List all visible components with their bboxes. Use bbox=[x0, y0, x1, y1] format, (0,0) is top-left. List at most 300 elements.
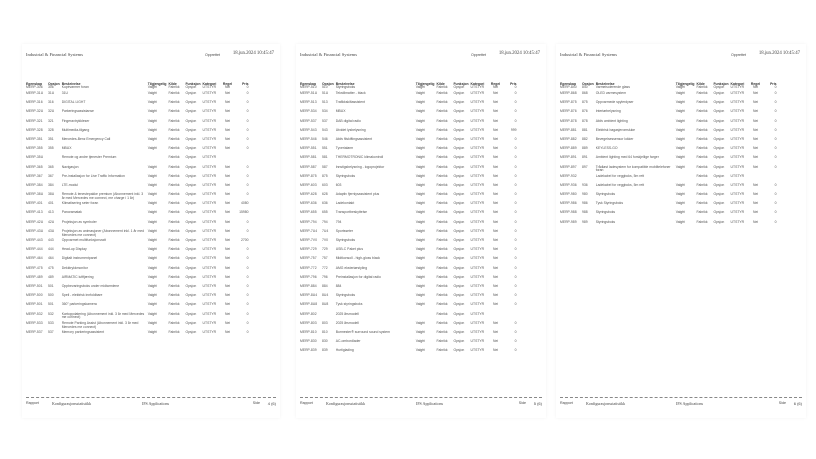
cell-price: 0 bbox=[774, 201, 777, 206]
cell-source: Fabrikk bbox=[168, 155, 180, 160]
cell-source: Fabrikk bbox=[436, 146, 448, 151]
cell-description: Styringsboks bbox=[595, 210, 616, 215]
company-name: Industrial & Financial Systems bbox=[300, 52, 358, 57]
cell-option-code: 655 bbox=[322, 210, 328, 215]
cell-option-code: 38U bbox=[48, 192, 55, 197]
table-row bbox=[26, 110, 251, 119]
cell-availability: Valgfri bbox=[675, 109, 686, 114]
column-header-price: Pris bbox=[770, 82, 777, 86]
cell-availability: Valgfri bbox=[415, 283, 426, 288]
cell-feature-code: MERP-501 bbox=[26, 302, 43, 307]
table-row bbox=[300, 340, 519, 349]
table-row bbox=[300, 129, 519, 138]
cell-rule: Nei bbox=[493, 329, 499, 334]
cell-source: Fabrikk bbox=[168, 247, 180, 252]
cell-rule: Nei bbox=[225, 109, 231, 114]
column-header-category: Kategori bbox=[470, 82, 485, 86]
cell-description: THERMOTRONIC klimakontroll bbox=[335, 155, 384, 160]
cell-category: UTSTYR bbox=[470, 329, 485, 334]
cell-option-code: 884 bbox=[322, 283, 328, 288]
cell-availability: Valgfri bbox=[415, 173, 426, 178]
report-name: Konfigurasjonsstatistikk bbox=[586, 401, 626, 406]
cell-description: Tysk styringsboks bbox=[335, 302, 363, 307]
table-row bbox=[560, 202, 779, 211]
cell-feature-code: MERP-8U8 bbox=[300, 302, 318, 307]
cell-option-code: 7V0 bbox=[322, 238, 329, 242]
cell-function: Opsjon bbox=[185, 228, 197, 233]
cell-price: 0 bbox=[246, 109, 249, 114]
cell-function: Opsjon bbox=[713, 173, 725, 178]
cell-source: Fabrikk bbox=[436, 109, 448, 114]
cell-source: Fabrikk bbox=[436, 293, 448, 298]
cell-description: OLED varmesystem bbox=[595, 91, 627, 95]
cell-description: Innstigsbelysning - logoprojektor bbox=[335, 164, 385, 169]
column-header-category: Kategori bbox=[730, 82, 745, 86]
cell-availability: Valgfri bbox=[415, 127, 426, 132]
cell-category: UTSTYR bbox=[470, 91, 485, 95]
cell-function: Opsjon bbox=[713, 164, 725, 169]
page-number: 6 (6) bbox=[793, 401, 802, 406]
cell-availability: Valgfri bbox=[147, 293, 158, 298]
cell-description: Aktiv ambient lighting bbox=[595, 118, 628, 123]
cell-availability: Valgfri bbox=[675, 164, 686, 169]
cell-category: UTSTYR bbox=[730, 219, 745, 224]
cell-function: Opsjon bbox=[185, 109, 197, 114]
cell-rule: Nei bbox=[753, 127, 759, 132]
cell-feature-code: MERP-757 bbox=[300, 256, 317, 261]
cell-option-code: 444 bbox=[48, 247, 54, 252]
application-name: IFS Applications bbox=[416, 401, 444, 406]
cell-category: UTSTYR bbox=[470, 265, 485, 270]
cell-feature-code: MERP-840 bbox=[560, 85, 577, 89]
cell-rule: Nei bbox=[753, 201, 759, 206]
cell-availability: Valgfri bbox=[147, 164, 158, 169]
cell-category: UTSTYR bbox=[470, 302, 485, 307]
cell-category: UTSTYR bbox=[730, 182, 745, 187]
report-page-6 bbox=[556, 44, 806, 418]
cell-source: Fabrikk bbox=[168, 182, 180, 187]
cell-rule: Nei bbox=[753, 136, 759, 141]
cell-source: Fabrikk bbox=[696, 118, 708, 123]
cell-description: Mercedes-Benz Emergency Call bbox=[61, 136, 111, 141]
cell-function: Opsjon bbox=[185, 146, 197, 151]
table-row bbox=[300, 92, 519, 101]
cell-category: UTSTYR bbox=[730, 173, 745, 178]
cell-source: Fabrikk bbox=[436, 127, 448, 132]
cell-availability: Valgfri bbox=[147, 265, 158, 270]
cell-price: 0 bbox=[514, 192, 517, 197]
cell-option-code: 365 bbox=[48, 164, 54, 169]
option-table bbox=[560, 82, 779, 230]
cell-function: Opsjon bbox=[713, 201, 725, 206]
table-row bbox=[560, 211, 779, 220]
table-row bbox=[300, 230, 519, 239]
cell-category: UTSTYR bbox=[730, 91, 745, 95]
cell-price: 0 bbox=[774, 164, 777, 169]
cell-description: DAB digital radio bbox=[335, 118, 361, 123]
cell-price: 0 bbox=[246, 100, 249, 105]
column-header-availability: Tilgjengelig bbox=[675, 82, 695, 86]
cell-source: Fabrikk bbox=[436, 219, 448, 224]
cell-feature-code: MERP-810 bbox=[300, 329, 317, 334]
cell-rule: Nei bbox=[493, 339, 499, 344]
cell-price: 0 bbox=[514, 274, 517, 279]
cell-category: UTSTYR bbox=[470, 173, 485, 178]
cell-category: UTSTYR bbox=[470, 238, 485, 242]
cell-function: Opsjon bbox=[453, 109, 465, 114]
cell-category: UTSTYR bbox=[470, 311, 485, 316]
table-row bbox=[300, 221, 519, 230]
column-header-function: Funksjon bbox=[185, 82, 201, 86]
column-header-feature-code: Egenskap bbox=[560, 82, 577, 86]
cell-description: Tysk Styringsboks bbox=[595, 201, 624, 206]
cell-description: 2025 årsmodell bbox=[335, 320, 359, 325]
cell-source: Fabrikk bbox=[696, 201, 708, 206]
cell-price: 0 bbox=[514, 155, 517, 160]
created-label: Opprettet bbox=[205, 53, 220, 57]
cell-source: Fabrikk bbox=[436, 192, 448, 197]
cell-option-code: 897 bbox=[582, 164, 588, 169]
table-row bbox=[26, 120, 251, 129]
cell-option-code: 489 bbox=[48, 274, 54, 279]
cell-availability: Valgfri bbox=[147, 320, 158, 325]
cell-option-code: 475 bbox=[48, 265, 54, 270]
cell-function: Opsjon bbox=[453, 201, 465, 206]
report-label: Rapport bbox=[560, 401, 573, 405]
cell-feature-code: MERP-365 bbox=[26, 164, 43, 169]
cell-price: 0 bbox=[246, 182, 249, 187]
cell-feature-code: MERP-532 bbox=[26, 311, 43, 316]
cell-option-code: 533 bbox=[48, 320, 54, 325]
cell-category: UTSTYR bbox=[470, 339, 485, 344]
cell-function: Opsjon bbox=[453, 100, 465, 105]
cell-option-code: 636 bbox=[322, 201, 328, 206]
table-row bbox=[26, 166, 251, 175]
cell-price: 0 bbox=[514, 228, 517, 233]
cell-availability: Valgfri bbox=[147, 146, 158, 151]
cell-rule: Nei bbox=[225, 127, 231, 132]
cell-rule: Nei bbox=[753, 100, 759, 105]
table-row bbox=[560, 92, 779, 101]
column-header-option-code: Opsjon bbox=[582, 82, 594, 86]
table-row bbox=[560, 138, 779, 147]
cell-option-code: 355 bbox=[48, 146, 54, 151]
cell-category: UTSTYR bbox=[202, 238, 217, 242]
page-footer bbox=[300, 397, 542, 408]
cell-availability: Valgfri bbox=[415, 302, 426, 307]
cell-description: Styringsboks bbox=[595, 219, 616, 224]
cell-description: Varmeisolerende glass bbox=[595, 85, 630, 89]
cell-feature-code: MERP-587 bbox=[300, 164, 317, 169]
cell-feature-code: MERP-35U bbox=[26, 155, 44, 160]
cell-rule: Nei bbox=[225, 302, 231, 307]
cell-rule: Nei bbox=[225, 274, 231, 279]
cell-availability: Valgfri bbox=[415, 247, 426, 252]
cell-availability: Valgfri bbox=[147, 238, 158, 242]
cell-availability: Valgfri bbox=[147, 247, 158, 252]
cell-availability: Valgfri bbox=[675, 192, 686, 197]
cell-category: UTSTYR bbox=[730, 201, 745, 206]
cell-source: Fabrikk bbox=[436, 265, 448, 270]
cell-option-code: 510 bbox=[322, 85, 328, 89]
cell-source: Fabrikk bbox=[436, 173, 448, 178]
cell-option-code: 306 bbox=[48, 85, 54, 89]
cell-feature-code: MERP-321 bbox=[26, 118, 43, 123]
cell-source: Fabrikk bbox=[696, 164, 708, 169]
column-header-source: Kilde bbox=[168, 82, 177, 86]
column-header-function: Funksjon bbox=[453, 82, 469, 86]
column-header-price: Pris bbox=[510, 82, 517, 86]
cell-function: Opsjon bbox=[185, 274, 197, 279]
cell-function: Opsjon bbox=[185, 118, 197, 123]
cell-category: UTSTYR bbox=[202, 228, 217, 233]
cell-availability: Valgfri bbox=[415, 256, 426, 261]
cell-function: Opsjon bbox=[453, 311, 465, 316]
cell-description: Bevegelsessensor lokker bbox=[595, 136, 634, 141]
table-row bbox=[300, 156, 519, 165]
table-row bbox=[26, 101, 251, 110]
cell-function: Opsjon bbox=[185, 265, 197, 270]
cell-description: Remote og andre tjenester Premium bbox=[61, 155, 117, 160]
cell-feature-code: MERP-537 bbox=[26, 329, 43, 334]
cell-source: Fabrikk bbox=[168, 146, 180, 151]
cell-source: Fabrikk bbox=[168, 329, 180, 334]
cell-availability: Valgfri bbox=[415, 118, 426, 123]
cell-source: Fabrikk bbox=[696, 91, 708, 95]
cell-function: Opsjon bbox=[453, 265, 465, 270]
cell-source: Fabrikk bbox=[168, 238, 180, 242]
cell-category: UTSTYR bbox=[202, 127, 217, 132]
table-row bbox=[560, 120, 779, 129]
cell-feature-code: MERP-51U bbox=[300, 91, 318, 95]
cell-description: Oppvarmede spylerdyser bbox=[595, 100, 634, 105]
cell-availability: Valgfri bbox=[147, 85, 158, 89]
cell-category: UTSTYR bbox=[470, 146, 485, 151]
cell-source: Fabrikk bbox=[436, 329, 448, 334]
cell-rule: Nei bbox=[493, 256, 499, 261]
cell-availability: Valgfri bbox=[415, 136, 426, 141]
cell-price: 0 bbox=[774, 219, 777, 224]
cell-rule: Nei bbox=[225, 91, 231, 95]
table-row bbox=[300, 349, 519, 358]
cell-availability: Valgfri bbox=[675, 127, 686, 132]
cell-option-code: 810 bbox=[322, 329, 328, 334]
cell-availability: Valgfri bbox=[147, 100, 158, 105]
cell-function: Opsjon bbox=[453, 118, 465, 123]
cell-source: Fabrikk bbox=[436, 118, 448, 123]
cell-category: UTSTYR bbox=[470, 201, 485, 206]
cell-availability: Valgfri bbox=[147, 91, 158, 95]
column-header-source: Kilde bbox=[436, 82, 445, 86]
cell-function: Opsjon bbox=[185, 311, 197, 316]
cell-option-code: 628 bbox=[322, 192, 328, 197]
table-row bbox=[26, 285, 251, 294]
cell-rule: Nei bbox=[493, 201, 499, 206]
cell-description: Head-up Display bbox=[61, 247, 87, 252]
cell-function: Opsjon bbox=[453, 274, 465, 279]
cell-rule: Nei bbox=[225, 136, 231, 141]
cell-option-code: 581 bbox=[322, 155, 328, 160]
cell-category: UTSTYR bbox=[470, 127, 485, 132]
cell-function: Opsjon bbox=[185, 173, 197, 178]
cell-source: Fabrikk bbox=[696, 182, 708, 187]
cell-availability: Valgfri bbox=[415, 146, 426, 151]
cell-function: Opsjon bbox=[185, 155, 197, 160]
cell-price: 0 bbox=[514, 118, 517, 123]
cell-price: 0 bbox=[514, 247, 517, 252]
cell-option-code: 8U8 bbox=[322, 302, 329, 307]
cell-option-code: 316 bbox=[48, 100, 54, 105]
cell-feature-code: MERP-581 bbox=[300, 155, 317, 160]
cell-feature-code: MERP-875 bbox=[300, 173, 317, 178]
table-row bbox=[300, 276, 519, 285]
cell-source: Fabrikk bbox=[436, 311, 448, 316]
cell-rule: Nei bbox=[225, 85, 231, 89]
cell-source: Fabrikk bbox=[436, 283, 448, 288]
cell-rule: Nei bbox=[753, 118, 759, 123]
column-header-feature-code: Egenskap bbox=[300, 82, 317, 86]
cell-availability: Valgfri bbox=[415, 219, 426, 224]
cell-option-code: 889 bbox=[582, 146, 588, 151]
cell-function: Opsjon bbox=[185, 320, 197, 325]
cell-availability: Valgfri bbox=[147, 136, 158, 141]
column-header-category: Kategori bbox=[202, 82, 217, 86]
cell-function: Opsjon bbox=[713, 182, 725, 187]
cell-source: Fabrikk bbox=[436, 247, 448, 252]
cell-option-code: 980 bbox=[582, 192, 588, 197]
cell-category: UTSTYR bbox=[202, 173, 217, 178]
cell-category: UTSTYR bbox=[730, 192, 745, 197]
cell-feature-code: MERP-628 bbox=[300, 192, 317, 197]
cell-rule: Nei bbox=[225, 164, 231, 169]
cell-function: Opsjon bbox=[453, 192, 465, 197]
cell-availability: Valgfri bbox=[415, 155, 426, 160]
cell-price: 0 bbox=[514, 85, 517, 89]
cell-category: UTSTYR bbox=[470, 192, 485, 197]
cell-availability: Valgfri bbox=[415, 265, 426, 270]
table-row bbox=[26, 331, 251, 340]
table-row bbox=[26, 193, 251, 202]
cell-availability: Valgfri bbox=[415, 274, 426, 279]
cell-source: Fabrikk bbox=[168, 311, 180, 316]
cell-option-code: 875 bbox=[322, 173, 328, 178]
cell-function: Opsjon bbox=[453, 228, 465, 233]
cell-option-code: 875 bbox=[582, 100, 588, 105]
cell-category: UTSTYR bbox=[202, 155, 217, 160]
cell-source: Fabrikk bbox=[696, 85, 708, 89]
cell-feature-code: MERP-875 bbox=[560, 100, 577, 105]
cell-price: 0 bbox=[246, 283, 249, 288]
cell-category: UTSTYR bbox=[730, 136, 745, 141]
cell-source: Fabrikk bbox=[436, 201, 448, 206]
cell-description: Ambient lighting med 64 forskjellige farger bbox=[595, 155, 659, 160]
cell-description: Preinstallasjon for digital radio bbox=[335, 274, 381, 279]
cell-description: Klimatisering seter foran bbox=[61, 201, 99, 206]
cell-availability: Valgfri bbox=[675, 85, 686, 89]
cell-rule: Nei bbox=[493, 192, 499, 197]
cell-price: 0 bbox=[246, 146, 249, 151]
table-row bbox=[560, 110, 779, 119]
cell-option-code: 546 bbox=[322, 136, 328, 141]
cell-option-code: 7U4 bbox=[322, 228, 329, 233]
cell-option-code: 876 bbox=[582, 109, 588, 114]
cell-feature-code: MERP-489 bbox=[26, 274, 43, 279]
cell-description: Utvidet lysbelysning bbox=[335, 127, 366, 132]
option-table bbox=[300, 82, 519, 358]
application-name: IFS Applications bbox=[676, 401, 704, 406]
cell-category: UTSTYR bbox=[470, 256, 485, 261]
cell-feature-code: MERP-32U bbox=[26, 109, 44, 114]
cell-function: Opsjon bbox=[185, 247, 197, 252]
cell-availability: Valgfri bbox=[415, 100, 426, 105]
cell-rule: Nei bbox=[225, 100, 231, 105]
cell-availability: Valgfri bbox=[675, 136, 686, 141]
cell-availability: Valgfri bbox=[147, 274, 158, 279]
table-row bbox=[560, 184, 779, 193]
cell-category: UTSTYR bbox=[202, 182, 217, 187]
cell-category: UTSTYR bbox=[470, 85, 485, 89]
table-row bbox=[560, 147, 779, 156]
cell-category: UTSTYR bbox=[202, 192, 217, 197]
cell-feature-code: MERP-551 bbox=[300, 146, 317, 151]
cell-rule: Nei bbox=[493, 91, 499, 95]
page-number: 4 (6) bbox=[267, 401, 276, 406]
cell-source: Fabrikk bbox=[168, 228, 180, 233]
cell-description: Remote & tenestepakke premium (Abonnement inkl. 3 år med Mercedes me connect, me charge i 1 år) bbox=[61, 192, 144, 200]
cell-price: 0 bbox=[514, 136, 517, 141]
cell-source: Fabrikk bbox=[696, 146, 708, 151]
cell-feature-code: MERP-443 bbox=[26, 238, 43, 242]
cell-category: UTSTYR bbox=[730, 146, 745, 151]
cell-source: Fabrikk bbox=[168, 265, 180, 270]
cell-availability: Valgfri bbox=[415, 182, 426, 187]
table-row bbox=[300, 138, 519, 147]
cell-function: Opsjon bbox=[713, 109, 725, 114]
table-row bbox=[26, 175, 251, 184]
cell-category: UTSTYR bbox=[470, 228, 485, 233]
cell-category: UTSTYR bbox=[730, 118, 745, 123]
cell-availability: Valgfri bbox=[147, 127, 158, 132]
cell-category: UTSTYR bbox=[470, 320, 485, 325]
table-row bbox=[26, 294, 251, 303]
cell-description: Multimedia-tilgang bbox=[61, 127, 90, 132]
company-name: Industrial & Financial Systems bbox=[560, 52, 618, 57]
cell-price: 0 bbox=[514, 320, 517, 325]
table-row bbox=[560, 221, 779, 230]
cell-feature-code: MERP-878 bbox=[560, 118, 577, 123]
cell-source: Fabrikk bbox=[168, 136, 180, 141]
cell-category: UTSTYR bbox=[470, 283, 485, 288]
cell-category: UTSTYR bbox=[470, 109, 485, 114]
cell-category: UTSTYR bbox=[202, 293, 217, 298]
cell-price: 0 bbox=[246, 219, 249, 224]
cell-price: 0 bbox=[514, 182, 517, 187]
cell-source: Fabrikk bbox=[168, 100, 180, 105]
column-header-availability: Tilgjengelig bbox=[147, 82, 167, 86]
cell-feature-code: MERP-7U4 bbox=[300, 228, 318, 233]
page-header bbox=[560, 50, 802, 60]
cell-option-code: 534 bbox=[322, 109, 328, 114]
cell-option-code: 351 bbox=[48, 136, 54, 141]
cell-availability: Valgfri bbox=[415, 320, 426, 325]
cell-option-code: 501 bbox=[48, 283, 54, 288]
cell-feature-code: MERP-355 bbox=[26, 146, 43, 151]
application-name: IFS Applications bbox=[142, 401, 170, 406]
cell-category: UTSTYR bbox=[202, 91, 217, 95]
created-label: Opprettet bbox=[731, 53, 746, 57]
cell-function: Opsjon bbox=[453, 247, 465, 252]
cell-price: 0 bbox=[514, 256, 517, 261]
